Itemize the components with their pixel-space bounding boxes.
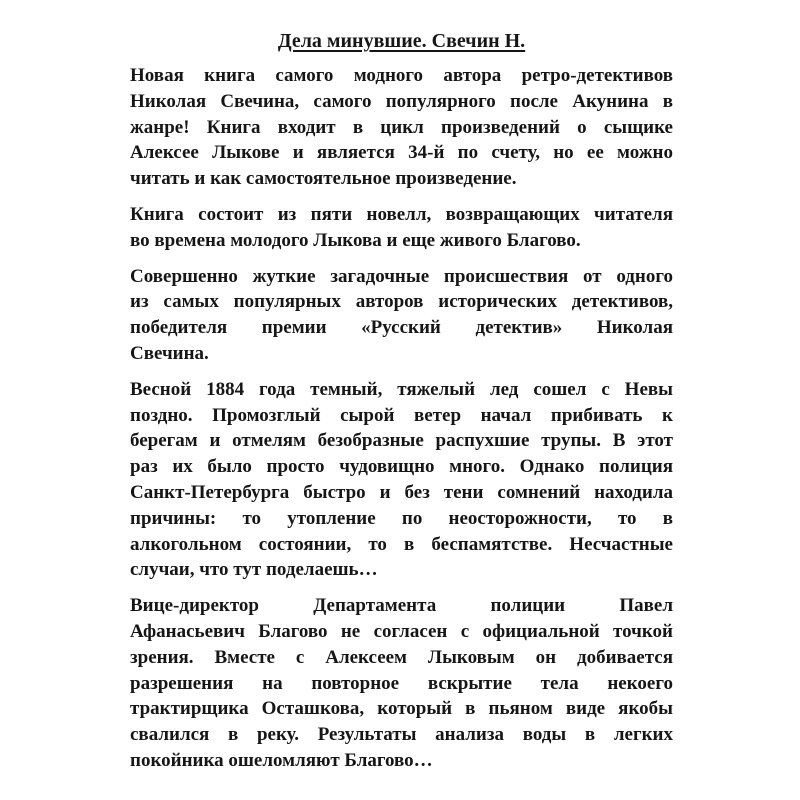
text-line: свалился в реку. Результаты анализа воды в легких	[130, 724, 673, 746]
text-line: Афанасьевич Благово не согласен с официальной точкой	[130, 620, 673, 642]
text-line: берегам и отмелям безобразные распухшие трупы. В этот	[130, 430, 673, 452]
text-line: Книга состоит из пяти новелл, возвращающих читателя	[130, 203, 673, 225]
text-line: Алексее Лыкове и является 34-й по счету, но ее можно	[130, 142, 673, 164]
text-line: причины: то утопление по неосторожности, то в	[130, 507, 673, 529]
document-page	[130, 28, 673, 784]
paragraph	[130, 63, 673, 192]
text-line: читать и как самостоятельное произведение.	[130, 168, 517, 190]
text-line: Новая книга самого модного автора ретро-детективов	[130, 65, 673, 86]
text-line: Свечина.	[130, 342, 209, 364]
text-line: раз их было просто чудовищно много. Однако полиция	[130, 456, 673, 478]
text-line: Санкт-Петербурга быстро и без тени сомнений находила	[130, 481, 673, 503]
document-body	[130, 63, 673, 774]
text-line: поздно. Промозглый сырой ветер начал прибивать к	[130, 404, 673, 426]
text-line: жанре! Книга входит в цикл произведений о сыщике	[130, 116, 673, 138]
text-line: случаи, что тут поделаешь…	[130, 559, 378, 581]
text-line: Вице-директор Департамента полиции Павел	[130, 595, 673, 617]
text-line: алкогольном состоянии, то в беспамятстве. Несчастные	[130, 533, 673, 555]
document-title: Дела минувшие. Свечин Н.	[277, 30, 526, 52]
text-line: трактирщика Осташкова, который в пьяном виде якобы	[130, 698, 673, 720]
paragraph	[130, 264, 673, 367]
text-line: победителя премии «Русский детектив» Николая	[130, 317, 673, 339]
text-line: из самых популярных авторов исторических детективов,	[130, 291, 673, 313]
text-line: во времена молодого Лыкова и еще живого Благово.	[130, 229, 581, 251]
text-line: Николая Свечина, самого популярного после Акунина в	[130, 90, 673, 112]
text-line: Весной 1884 года темный, тяжелый лед сошел с Невы	[130, 378, 673, 400]
text-line: покойника ошеломляют Благово…	[130, 749, 433, 771]
text-line: зрения. Вместе с Алексеем Лыковым он добивается	[130, 646, 673, 668]
paragraph	[130, 202, 673, 254]
paragraph	[130, 593, 673, 774]
text-line: Совершенно жуткие загадочные происшествия от одного	[130, 265, 673, 287]
paragraph	[130, 377, 673, 583]
text-line: разрешения на повторное вскрытие тела некоего	[130, 672, 673, 694]
